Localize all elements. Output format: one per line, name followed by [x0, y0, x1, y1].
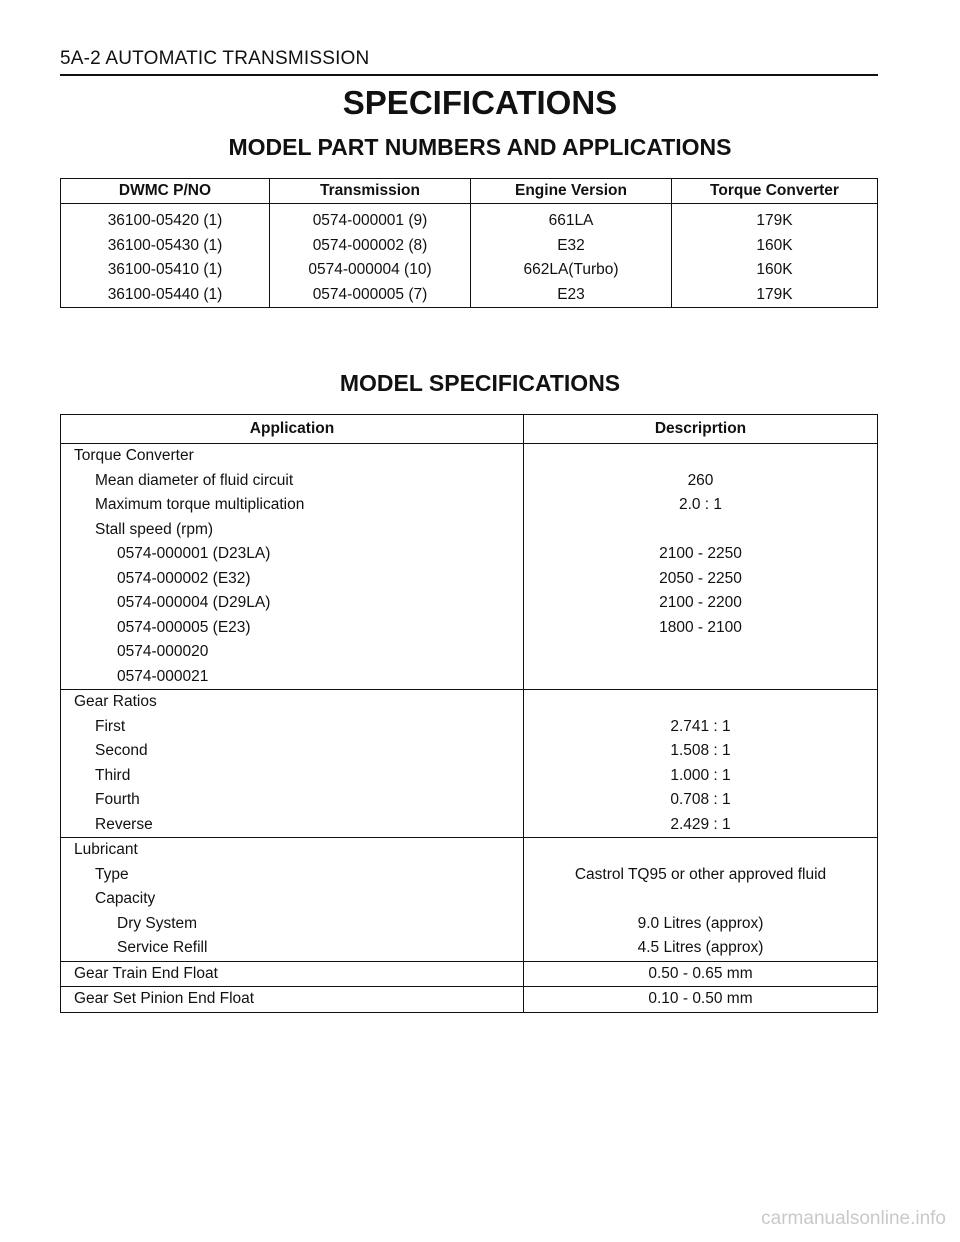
spec-label: 0574-000001 (D23LA)	[61, 542, 524, 567]
column-header: Torque Converter	[672, 179, 878, 204]
watermark: carmanualsonline.info	[761, 1208, 946, 1229]
table-cell: 36100-05440 (1)	[61, 283, 270, 308]
section-title-part-numbers: MODEL PART NUMBERS AND APPLICATIONS	[228, 134, 732, 160]
table-row	[61, 788, 878, 813]
spec-label: Third	[61, 764, 524, 789]
spec-label: Gear Set Pinion End Float	[61, 987, 524, 1013]
table-cell: 36100-05420 (1)	[61, 204, 270, 234]
spec-label: Gear Ratios	[61, 690, 524, 715]
spec-value: 0.708 : 1	[670, 791, 731, 809]
table-row	[61, 863, 878, 888]
column-header: DWMC P/NO	[61, 179, 270, 204]
spec-value: 2.741 : 1	[670, 717, 731, 735]
spec-value: 260	[687, 471, 714, 489]
table-row	[61, 987, 878, 1013]
spec-label: Service Refill	[61, 936, 524, 961]
table-row	[61, 542, 878, 567]
table-row	[61, 234, 878, 259]
spec-value: 4.5 Litres (approx)	[524, 936, 878, 961]
spec-label: First	[61, 715, 524, 740]
table-row	[61, 961, 878, 987]
table-row	[61, 912, 878, 937]
table-cell: 179K	[672, 283, 878, 308]
table-cell: E32	[471, 234, 672, 259]
table-row	[61, 493, 878, 518]
table-row	[61, 444, 878, 469]
table-cell: 36100-05410 (1)	[61, 258, 270, 283]
table-cell: 0574-000004 (10)	[270, 258, 471, 283]
table-row	[61, 567, 878, 592]
spec-label: 0574-000020	[61, 640, 524, 665]
table-row	[61, 469, 878, 494]
page-header	[60, 48, 878, 76]
spec-value: 2100 - 2250	[659, 545, 742, 563]
spec-label: Stall speed (rpm)	[61, 518, 524, 543]
spec-label: Capacity	[61, 887, 524, 912]
spec-label: Torque Converter	[61, 444, 524, 469]
table-row	[61, 616, 878, 641]
spec-value	[524, 665, 878, 690]
spec-label: Reverse	[61, 813, 524, 838]
table-cell: 179K	[672, 204, 878, 234]
table-cell: 0574-000002 (8)	[270, 234, 471, 259]
spec-value: 2100 - 2200	[659, 594, 742, 612]
table-cell: E23	[471, 283, 672, 308]
spec-label: 0574-000004 (D29LA)	[61, 591, 524, 616]
table-cell: 0574-000005 (7)	[270, 283, 471, 308]
spec-value: Castrol TQ95 or other approved fluid	[574, 865, 827, 883]
table-row	[61, 518, 878, 543]
table-row	[61, 258, 878, 283]
table-row	[61, 665, 878, 690]
table-row	[61, 739, 878, 764]
main-title: SPECIFICATIONS	[342, 84, 618, 121]
table-cell: 36100-05430 (1)	[61, 234, 270, 259]
table-row	[61, 283, 878, 308]
spec-value	[524, 690, 878, 715]
spec-value: 1800 - 2100	[659, 618, 742, 636]
table-row	[61, 715, 878, 740]
section-title-model-specs: MODEL SPECIFICATIONS	[339, 370, 621, 396]
column-header: Transmission	[270, 179, 471, 204]
spec-label: Fourth	[61, 788, 524, 813]
table-cell: 662LA(Turbo)	[471, 258, 672, 283]
table-cell: 160K	[672, 258, 878, 283]
spec-value: 1.000 : 1	[670, 766, 731, 784]
spec-value: 2050 - 2250	[659, 569, 742, 587]
spec-label: Mean diameter of fluid circuit	[61, 469, 524, 494]
spec-label: 0574-000002 (E32)	[61, 567, 524, 592]
table-row	[61, 591, 878, 616]
table-row	[61, 690, 878, 715]
spec-label: 0574-000005 (E23)	[61, 616, 524, 641]
column-header: Application	[61, 415, 524, 444]
spec-value: 2.0 : 1	[678, 496, 723, 514]
spec-label: Second	[61, 739, 524, 764]
table-row	[61, 640, 878, 665]
spec-value: 1.508 : 1	[670, 742, 731, 760]
spec-value: 9.0 Litres (approx)	[637, 914, 764, 932]
spec-label: Gear Train End Float	[61, 961, 524, 987]
spec-value: 2.429 : 1	[524, 813, 878, 838]
part-numbers-table	[60, 178, 878, 308]
spec-value: 0.10 - 0.50 mm	[648, 990, 753, 1008]
table-cell: 661LA	[471, 204, 672, 234]
spec-value	[524, 518, 878, 543]
page-header-title: 5A-2 AUTOMATIC TRANSMISSION	[60, 48, 370, 69]
spec-value: 0.50 - 0.65 mm	[524, 961, 878, 987]
table-cell: 0574-000001 (9)	[270, 204, 471, 234]
spec-label: Maximum torque multiplication	[61, 493, 524, 518]
table-row	[61, 838, 878, 863]
spec-label: Lubricant	[61, 838, 524, 863]
table-cell: 160K	[672, 234, 878, 259]
spec-label: Type	[61, 863, 524, 888]
model-specifications-table	[60, 414, 878, 1013]
column-header: Descriprtion	[524, 415, 878, 444]
spec-value	[524, 640, 878, 665]
spec-value	[524, 838, 878, 863]
table-row	[61, 813, 878, 838]
spec-value	[524, 444, 878, 469]
column-header: Engine Version	[471, 179, 672, 204]
table-row	[61, 936, 878, 961]
spec-label: Dry System	[61, 912, 524, 937]
table-row	[61, 204, 878, 234]
spec-value	[524, 887, 878, 912]
table-row	[61, 764, 878, 789]
table-row	[61, 887, 878, 912]
spec-label: 0574-000021	[61, 665, 524, 690]
